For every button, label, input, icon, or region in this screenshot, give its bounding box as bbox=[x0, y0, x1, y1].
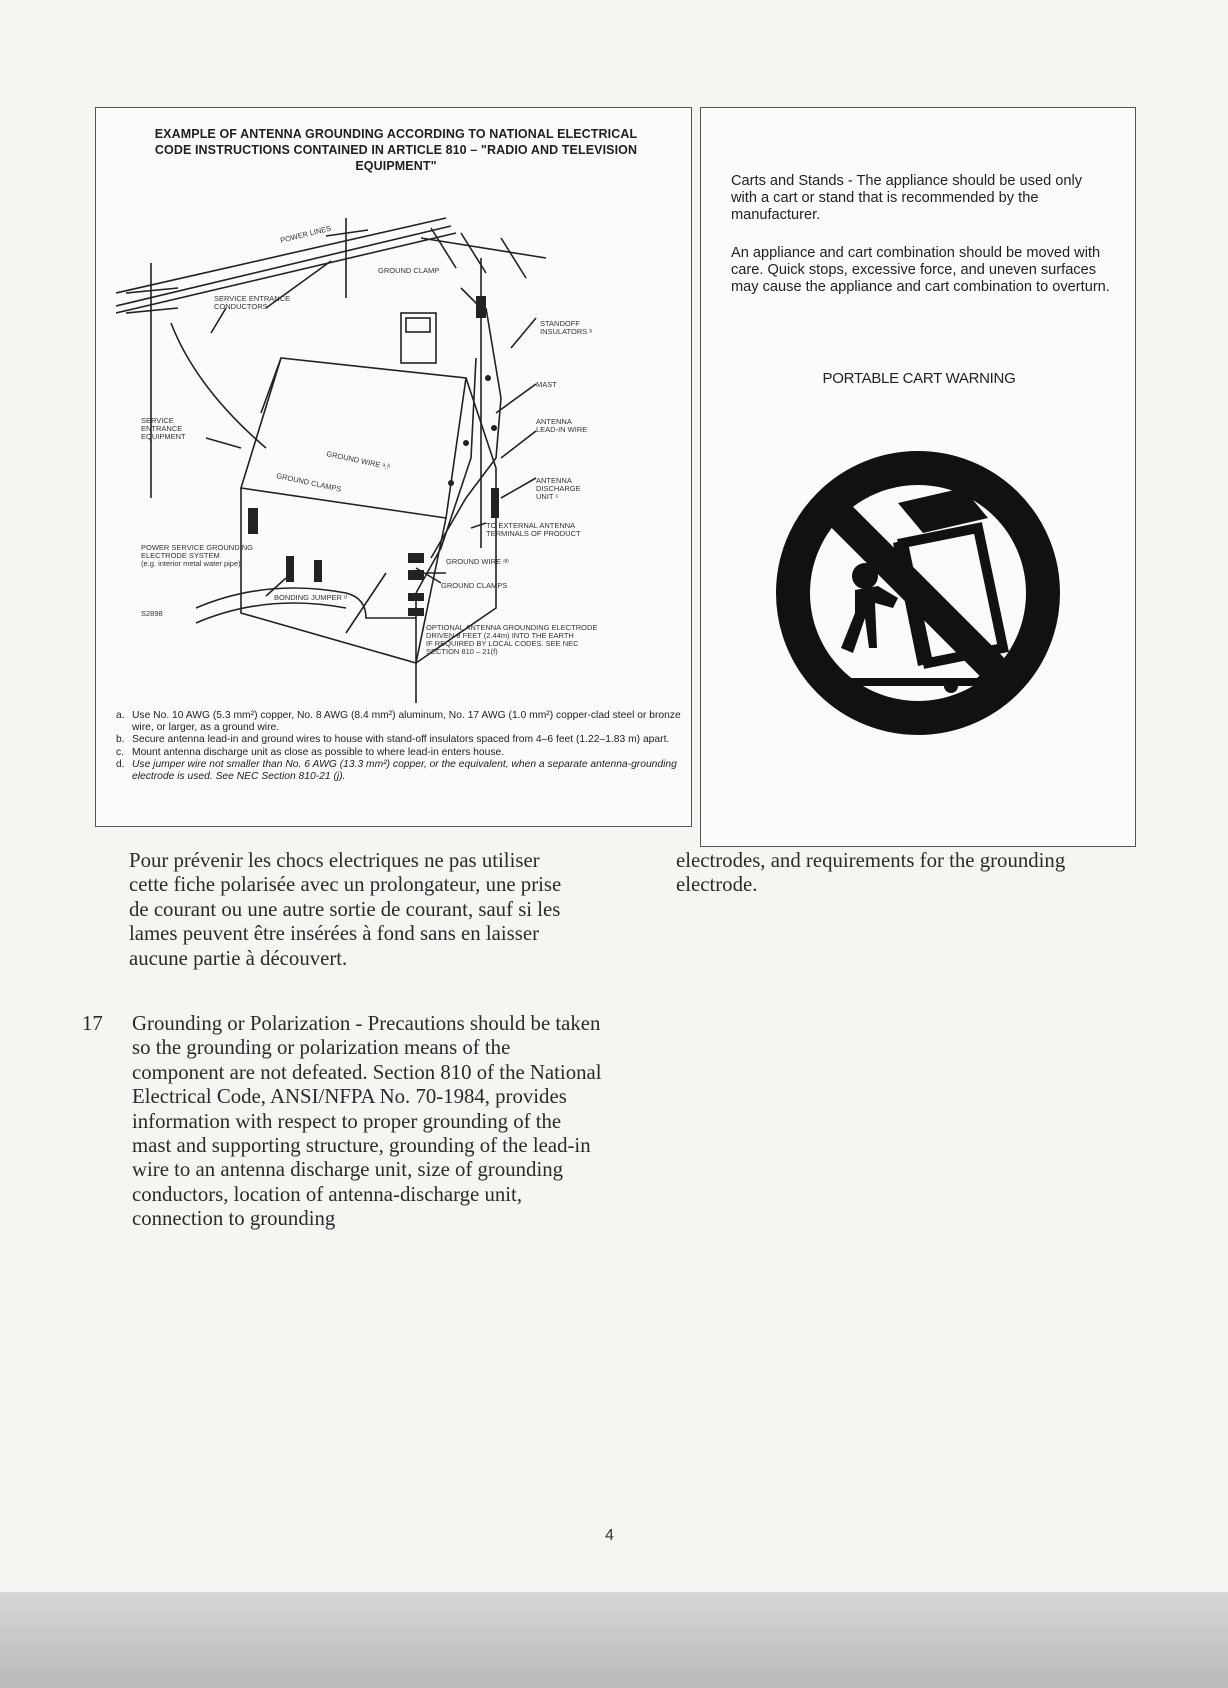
grounding-notes bbox=[116, 710, 681, 783]
grounding-continuation: electrodes, and requirements for the grounding electrode. bbox=[676, 849, 1066, 897]
antenna-grounding-box bbox=[95, 107, 692, 827]
label-electrode-3: (e.g. interior metal water pipe) bbox=[141, 559, 241, 568]
scan-bottom-edge bbox=[0, 1592, 1228, 1688]
label-optional-1: OPTIONAL ANTENNA GROUNDING ELECTRODE bbox=[426, 623, 598, 632]
label-mast: MAST bbox=[536, 380, 557, 389]
cart-warning-box bbox=[700, 107, 1136, 847]
label-service-equipment-3: EQUIPMENT bbox=[141, 432, 186, 441]
label-external-1: TO EXTERNAL ANTENNA bbox=[486, 521, 576, 530]
label-optional-3: IF REQUIRED BY LOCAL CODES. SEE NEC bbox=[426, 639, 579, 648]
label-antenna-leadin-1: ANTENNA bbox=[536, 417, 572, 426]
label-discharge-2: DISCHARGE bbox=[536, 484, 581, 493]
label-service-equipment-1: SERVICE bbox=[141, 416, 174, 425]
label-ground-clamp: GROUND CLAMP bbox=[378, 266, 440, 275]
item-number: 17 bbox=[82, 1012, 103, 1035]
label-ground-clamps: GROUND CLAMPS bbox=[275, 471, 343, 494]
french-warning-paragraph: Pour prévenir les chocs electriques ne pas utiliser cette fiche polarisée avec un prolongateur, une prise de courant ou une autre sortie de courant, sauf si les lames peuvent être insérées à fond sans en laisser aucune partie à découvert. bbox=[129, 849, 562, 970]
cart-movement-text: An appliance and cart combination should be moved with care. Quick stops, excessive force, and uneven surfaces may cause the appliance and cart combination to overturn. bbox=[731, 245, 1110, 295]
cart-warning-heading: PORTABLE CART WARNING bbox=[822, 370, 1016, 387]
label-power-lines: POWER LINES bbox=[279, 223, 333, 245]
label-service-equipment-2: ENTRANCE bbox=[141, 424, 183, 433]
label-standoff-1: STANDOFF bbox=[540, 319, 580, 328]
label-ground-clamps-2: GROUND CLAMPS bbox=[441, 581, 508, 590]
label-electrode-1: POWER SERVICE GROUNDING bbox=[141, 543, 253, 552]
label-figure-code: S2898 bbox=[141, 609, 163, 618]
note-d: d. Use jumper wire not smaller than No. 6 AWG (13.3 mm²) copper, or the equivalent, when a separate antenna-grounding electrode is used. See NEC Section 810-21 (j). bbox=[116, 758, 677, 783]
antenna-grounding-diagram bbox=[116, 198, 676, 708]
carts-and-stands-text: Carts and Stands - The appliance should be used only with a cart or stand that is recommended by the manufacturer. bbox=[731, 173, 1083, 223]
label-ground-wire-2: GROUND WIRE ᵃᵇ bbox=[446, 557, 509, 566]
label-standoff-2: INSULATORS ᵇ bbox=[540, 327, 593, 336]
label-electrode-2: ELECTRODE SYSTEM bbox=[141, 551, 220, 560]
label-discharge-1: ANTENNA bbox=[536, 476, 572, 485]
label-bonding-jumper: BONDING JUMPER ᵈ bbox=[274, 593, 347, 602]
note-c: c. Mount antenna discharge unit as close as possible to where lead-in enters house. bbox=[116, 746, 505, 758]
item-text: Grounding or Polarization - Precautions should be taken so the grounding or polarization means of the component are not defeated. Section 810 of the National Electrical Code, ANSI/NFPA No. 70-1984, provides information with respect to proper grounding of the mast and supporting structure, grounding of the lead-in wire to an antenna discharge unit, size of grounding conductors, location of antenna-discharge unit, connection to grounding bbox=[132, 1012, 602, 1231]
label-optional-4: SECTION 810 – 21(f) bbox=[426, 647, 498, 656]
label-discharge-3: UNIT ᶜ bbox=[536, 492, 559, 501]
item-17-grounding bbox=[82, 1012, 602, 1232]
note-b: b. Secure antenna lead-in and ground wires to house with stand-off insulators spaced from 4–6 feet (1.22–1.83 m) apart. bbox=[116, 734, 670, 746]
page-number: 4 bbox=[605, 1527, 614, 1544]
label-ground-wire: GROUND WIRE ᵃ,ᵇ bbox=[325, 449, 391, 472]
label-antenna-leadin-2: LEAD-IN WIRE bbox=[536, 425, 588, 434]
diagram-title: EXAMPLE OF ANTENNA GROUNDING ACCORDING TO NATIONAL ELECTRICAL CODE INSTRUCTIONS CONTAINED IN ARTICLE 810 – "RADIO AND TELEVISION EQUIPMENT" bbox=[154, 127, 638, 173]
cart-tipover-warning-icon bbox=[773, 448, 1063, 738]
label-service-conductors-2: CONDUCTORS bbox=[214, 302, 268, 311]
label-external-2: TERMINALS OF PRODUCT bbox=[486, 529, 581, 538]
note-a: a. Use No. 10 AWG (5.3 mm²) copper, No. 8 AWG (8.4 mm²) aluminum, No. 17 AWG (1.0 mm²) copper-clad steel or bronze wire, or larger, as a ground wire. bbox=[116, 710, 681, 734]
label-optional-2: DRIVEN 8 FEET (2.44m) INTO THE EARTH bbox=[426, 631, 574, 640]
label-service-conductors-1: SERVICE ENTRANCE bbox=[214, 294, 291, 303]
